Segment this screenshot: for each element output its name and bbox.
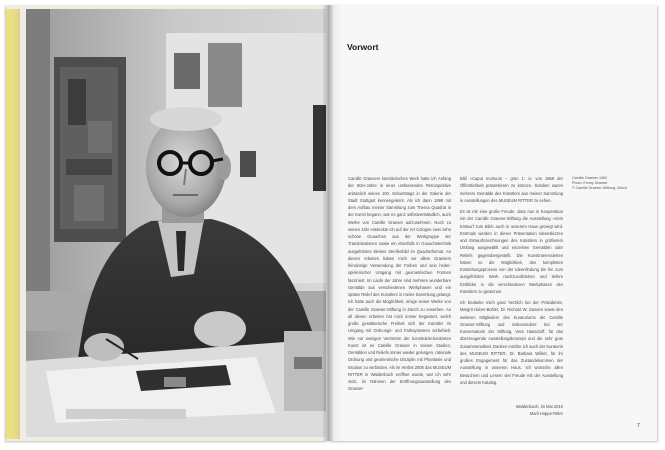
page-number: 7: [637, 423, 640, 429]
left-page: [6, 5, 328, 441]
right-page: [328, 5, 657, 441]
paragraph: Es ist mir eine große Freude, dass nun in Kooperation mit der Camille Graeser-Stiftung die Ausstellung »Vom Entwurf zum Bild« auch in unserem Haus gezeigt wird. Erstmals werden in dieser Präsentation Ideenskizzen und Entwurfszeichnungen des Künstlers in größerem Umfang ausgewählt und einzelnen Gemälden oder Reliefs gegenübergestellt. Die Kunstinteressierten haben so die Möglichkeit, den kompletten Entstehungsprozess von der Ideenfindung bis hin zum ausgeführten Werk nachzuvollziehen und tiefere Einblicke in die verschiedenen Werkphasen des Künstlers zu gewinnen.: [460, 209, 563, 294]
page-heading: Vorwort: [347, 42, 379, 52]
book-gutter: [322, 5, 334, 441]
text-column-2: [460, 175, 563, 386]
place-date: Waldenbuch, im Mai 2010: [515, 404, 563, 409]
photo-caption: [572, 176, 634, 192]
text-column-1: [348, 175, 451, 393]
paragraph: Bild »Caput mortuum – grün 1: 1« von 1969 der Öffentlichkeit präsentieren zu können. Seitdem waren mehrere Gemälde des Künstlers aus meiner Sammlung in Ausstellungen des MUSEUM RITTER zu sehen.: [460, 176, 563, 203]
portrait-photo: [26, 9, 326, 437]
portrait-photo-graphic: [26, 9, 326, 437]
paragraph: Camille Graesers künstlerisches Werk hatte ich Anfang der 80er-Jahre in einer umfassenden Retrospektive anlässlich seines 100. Geburtstags in der Galerie der Stadt Stuttgart kennengelernt. Als ich dann 1998 mit dem Aufbau meiner Sammlung zum Thema Quadrat in der Kunst begann, war es ganz selbstverständlich, auch Werke von Camille Graeser aufzunehmen. Noch zu seinen Jahr entdeckte ich auf der Art Cologne zwei zehn schöne Gouachen aus der Werkgruppe der Translokationen sowie ein ebenfalls in Gouachetechnik ausgeführtes kleines Streifenbild im Quadratformat. An diesen Arbeiten haben mich vor allem Graesers feinsinnige Verwendung der Farben und sein heiter-spielerischer Umgang mit geometrischen Formen fasziniert. Im Laufe der Jahre sind mehrere wunderbare Gemälde aus verschiedenen Werkphasen und ein spätes Relief des Künstlers in meine Sammlung gelangt. Ich hatte auch die Möglichkeit, einige seiner Werke von der Camille Graeser-Stiftung in Zürich zu erwerben. An all diesen Arbeiten hat mich immer begeistert, welch große gestalterische Freiheit sich der Künstler im Umgang mit Ordnungs- und Farbsystemen vorbehielt. Wie nur wenigen Vertretern der konstruktiv-konkreten Kunst ist es Camille Graeser in seinen Studien, Gemälden und Reliefs immer wieder gelungen, rationale Ordnung und geometrische Disziplin mit Phantasie und Intuition zu verbinden. Als im Herbst 2005 das MUSEUM RITTER in Waldenbuch eröffnet wurde, war ich sehr stolz, im Rahmen der Eröffnungsausstellung des Graeser-: [348, 176, 451, 392]
page-edges: [6, 9, 20, 439]
paragraph: Ich bedanke mich ganz herzlich bei der Präsidentin, Margrit Huber-Bühler, Dr. Richard W. Gassen sowie den weiteren Mitgliedern des Kuratoriums der Camille Graeser-Stiftung und insbesondere bei der Konservatorin der Stiftung, Vera Hausdorff, für das überzeugende Ausstellungskonzept und die sehr gute Zusammenarbeit. Danken möchte ich auch der Kuratorin des MUSEUM RITTER, Dr. Barbara Willert, für ihr großes Engagement für das Zustandekommen der Ausstellung in unserem Haus. Ich wünsche allen Besuchern und Lesern viel Freude mit der Ausstellung und diesem Katalog.: [460, 300, 563, 385]
caption-line: © Camille Graeser-Stiftung, Zürich: [572, 186, 627, 191]
author-name: Marli Hoppe-Ritter: [529, 411, 563, 416]
open-book: [6, 5, 657, 441]
caption-line: Camille Graeser 1960: [572, 176, 607, 180]
caption-line: Photo: Emmy Graeser: [572, 181, 608, 186]
